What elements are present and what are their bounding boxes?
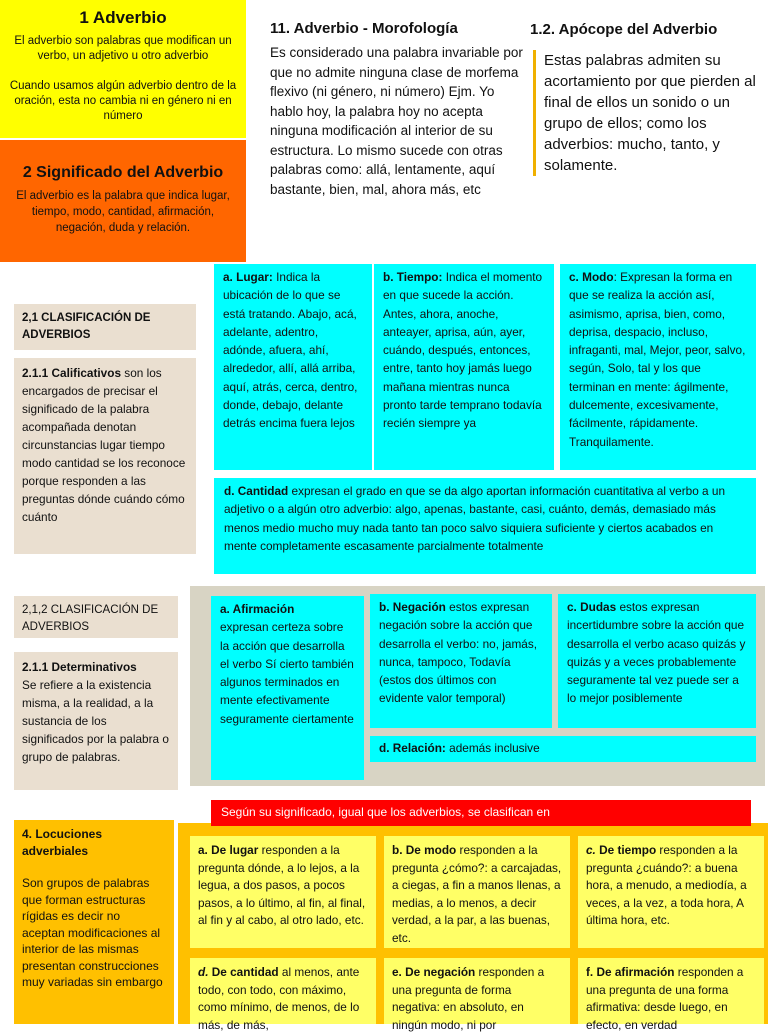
loc-afirmacion-box: [578, 958, 764, 1032]
cantidad-label: d. Cantidad: [224, 484, 289, 498]
dudas-text: estos expresan incertidumbre sobre la acción que desarrolla el verbo acaso quizás y quizás y a veces probablemente seguramente tal vez puede ser a lo mejor posiblemente: [567, 600, 746, 706]
loc-cantidad-box: [190, 958, 376, 1032]
loc-modo-text: responden a la pregunta ¿cómo?: a carcajadas, a ciegas, a fin a manos llenas, a medias, a lo menos, a decir verdad, a la par, a las buenas, etc.: [392, 843, 562, 945]
tiempo-text: Indica el momento en que sucede la acción. Antes, ahora, anoche, anteayer, aprisa, aún, ayer, cuándo, después, entonces, entre, tanto hoy jamás luego mañana mientras nunca pronto tarde temprano todavía recién siempre ya: [383, 270, 543, 431]
locuciones-text: Son grupos de palabras que forman estructuras rígidas es decir no aceptan modificaciones al interior de las mismas presentan construcciones muy variadas sin embargo: [22, 876, 163, 989]
calificativos-text: son los encargados de precisar el significado de la palabra acompañada denotan circunstancias lugar tiempo modo cantidad se los reconoce porque responden a las preguntas dónde cuándo cómo cuánto: [22, 366, 186, 524]
adverbio-invariance: Cuando usamos algún adverbio dentro de la oración, esta no cambia ni en género ni en número: [9, 80, 237, 122]
dudas-label: c. Dudas: [567, 600, 617, 614]
modo-text: : Expresan la forma en que se realiza la acción así, asimismo, aprisa, bien, como, deprisa, despacio, incluso, infraganti, mal, Mejor, peor, salvo, según, Solo, tal y los que terminan en mente: ágilmente, dulcemente, excesivamente, fácilmente, rápidamente. Tranquilamente.: [569, 270, 746, 449]
loc-tiempo-letter: c.: [586, 843, 596, 857]
apocope-text: Estas palabras admiten su acortamiento por que pierden al final de ellos un sonido o un grupo de ellos; como los adverbios: mucho, tanto, y solamente.: [533, 50, 765, 176]
loc-negacion-text: responden a una pregunta de forma negativa: en absoluto, en ningún modo, ni por: [392, 965, 545, 1032]
cantidad-box: [214, 478, 756, 574]
lugar-box: [214, 264, 372, 470]
loc-lugar-text: responden a la pregunta dónde, a lo lejos, a la legua, a dos pasos, a pocos pasos, a lo último, al fin, al final, al fin y al cabo, al otro lado, etc.: [198, 843, 366, 927]
locuciones-title: 4. Locuciones adverbiales: [22, 827, 103, 858]
determinativos-text: Se refiere a la existencia misma, a la realidad, a la sustancia de los significados por la palabra o grupo de palabras.: [22, 678, 169, 764]
loc-afirmacion-label: f. De afirmación: [586, 965, 675, 979]
tiempo-box: [374, 264, 554, 470]
clasif1-heading: 2,1 CLASIFICACIÓN DE ADVERBIOS: [14, 304, 196, 350]
modo-box: [560, 264, 756, 470]
locuciones-banner: Según su significado, igual que los adverbios, se clasifican en: [211, 800, 751, 826]
locuciones-box: [14, 820, 174, 1024]
morfologia-section: [270, 20, 528, 199]
negacion-text: estos expresan negación sobre la acción que desarrolla el verbo: no, jamás, nunca, tampoco, Todavía (estos dos últimos con evidente valor temporal): [379, 600, 538, 706]
loc-tiempo-text: responden a la pregunta ¿cuándo?: a buena hora, a menudo, a mediodía, a veces, a la vez, a toda hora, A última hora, etc.: [586, 843, 747, 927]
negacion-box: [370, 594, 552, 728]
determinativos-box: [14, 652, 178, 790]
significado-text: El adverbio es la palabra que indica lugar, tiempo, modo, cantidad, afirmación, negación, duda y relación.: [16, 190, 230, 234]
loc-negacion-box: [384, 958, 570, 1032]
loc-afirmacion-text: responden a una pregunta de una forma afirmativa: desde luego, en efecto, en verdad: [586, 965, 744, 1032]
lugar-text: Indica la ubicación de lo que se está tratando. Abajo, acá, adelante, adentro, adónde, afuera, ahí, alrededor, allí, allá arriba, aquí, atrás, cerca, dentro, donde, debajo, delante detrás encima fuera lejos: [223, 270, 358, 431]
lugar-label: a. Lugar:: [223, 270, 273, 284]
tiempo-label: b. Tiempo:: [383, 270, 443, 284]
relacion-text: además inclusive: [445, 741, 540, 755]
calificativos-label: 2.1.1 Calificativos: [22, 366, 122, 380]
loc-modo-label: b. De modo: [392, 843, 457, 857]
adverbio-title: 1 Adverbio: [79, 8, 167, 27]
loc-cantidad-text: al menos, ante todo, con todo, con máximo, como mínimo, de menos, de lo más, de más,: [198, 965, 360, 1032]
loc-cantidad-label: De cantidad: [208, 965, 279, 979]
afirmacion-box: [211, 596, 364, 780]
significado-box: [0, 140, 246, 262]
loc-cantidad-letter: d.: [198, 965, 209, 979]
dudas-box: [558, 594, 756, 728]
negacion-label: b. Negación: [379, 600, 446, 614]
afirmacion-label: a. Afirmación: [220, 602, 295, 616]
loc-tiempo-box: [578, 836, 764, 948]
relacion-label: d. Relación:: [379, 741, 446, 755]
morfologia-text: Es considerado una palabra invariable por que no admite ninguna clase de morfema flexivo (ni género, ni número) Ejm. Yo hablo hoy, la palabra hoy no acepta ninguna modificación al interior de su estructura. Lo mismo sucede con otras palabras como: allá, lentamente, aquí bastante, bien, mal, ahora más, etc: [270, 45, 523, 197]
loc-lugar-box: [190, 836, 376, 948]
loc-negacion-label: e. De negación: [392, 965, 476, 979]
modo-label: c. Modo: [569, 270, 614, 284]
apocope-title: 1.2. Apócope del Adverbio: [530, 21, 718, 38]
afirmacion-text: expresan certeza sobre la acción que desarrolla el verbo Sí cierto también algunos terminados en mente efectivamente seguramente ciertamente: [220, 620, 354, 726]
significado-title: 2 Significado del Adverbio: [22, 164, 224, 181]
adverbio-box: [0, 0, 246, 138]
loc-tiempo-label: De tiempo: [595, 843, 657, 857]
calificativos-box: [14, 358, 196, 554]
determinativos-label: 2.1.1 Determinativos: [22, 660, 137, 674]
cantidad-text: expresan el grado en que se da algo aportan información cuantitativa al verbo a un adjetivo o a algún otro adverbio: algo, apenas, bastante, casi, cuánto, demás, demasiado más menos medio mucho muy nada tanto tan poco salvo siquiera suficiente y ciertos acabados en mente completamente escasamente parcialmente totalmente: [224, 484, 726, 553]
loc-modo-box: [384, 836, 570, 948]
clasif2-heading: 2,1,2 CLASIFICACIÓN DE ADVERBIOS: [14, 596, 178, 638]
adverbio-definition: El adverbio son palabras que modifican un verbo, un adjetivo u otro adverbio: [14, 35, 232, 62]
relacion-box: [370, 736, 756, 762]
loc-lugar-label: a. De lugar: [198, 843, 259, 857]
morfologia-title: 11. Adverbio - Morofología: [270, 20, 458, 37]
